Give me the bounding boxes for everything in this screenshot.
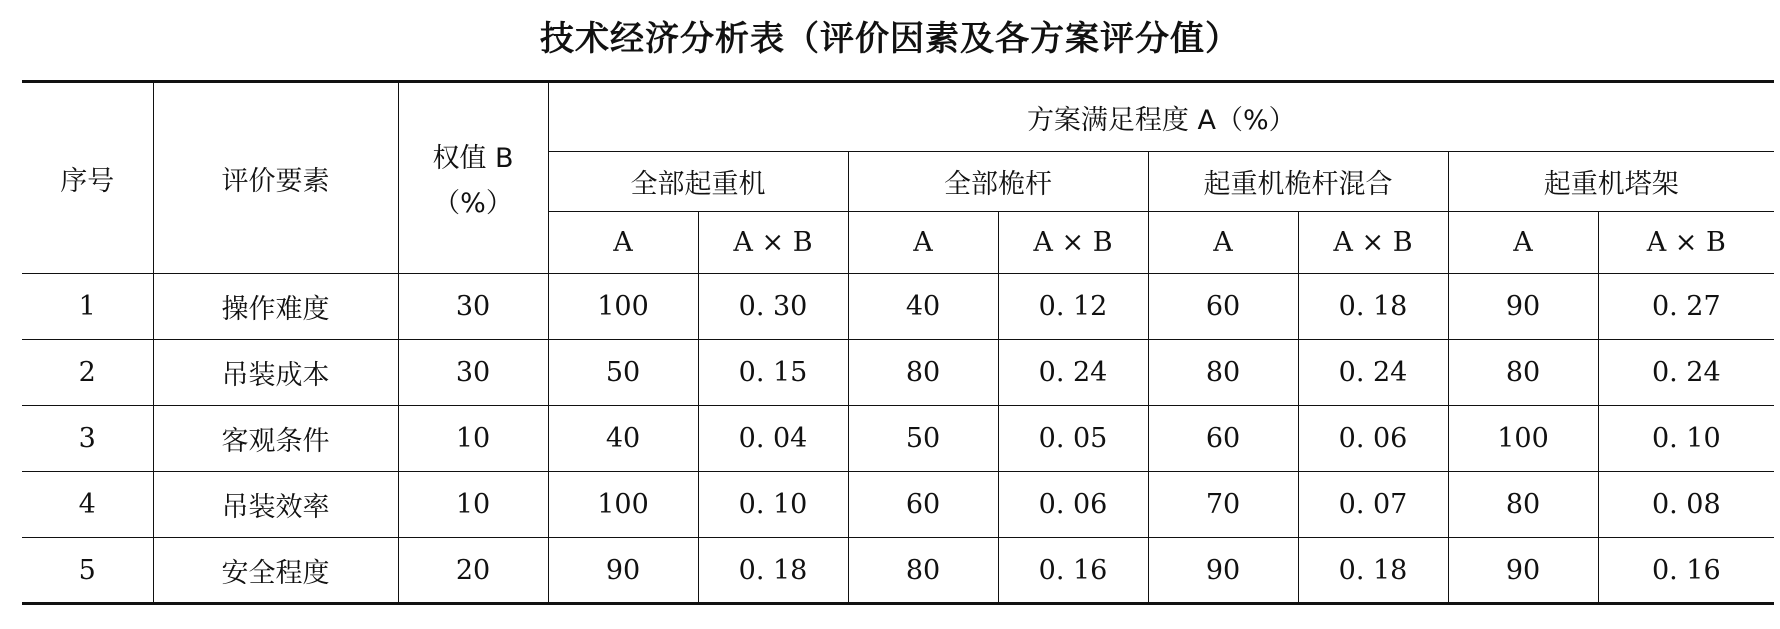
header-index: 序号	[22, 82, 153, 274]
cell-value: 0. 12	[998, 274, 1148, 340]
cell-value: 0. 08	[1598, 472, 1774, 538]
header-sub-axb: A × B	[998, 212, 1148, 274]
cell-value: 0. 27	[1598, 274, 1774, 340]
row-weight: 10	[398, 472, 548, 538]
cell-value: 0. 10	[1598, 406, 1774, 472]
header-scheme-3: 起重机桅杆混合	[1148, 152, 1448, 212]
table-row	[22, 406, 1774, 472]
cell-value: 40	[848, 274, 998, 340]
cell-value: 90	[1448, 274, 1598, 340]
cell-value: 80	[1448, 340, 1598, 406]
cell-value: 50	[848, 406, 998, 472]
table-header	[22, 82, 1774, 274]
cell-value: 0. 05	[998, 406, 1148, 472]
table-row	[22, 472, 1774, 538]
cell-value: 0. 04	[698, 406, 848, 472]
cell-value: 0. 24	[1298, 340, 1448, 406]
cell-value: 0. 30	[698, 274, 848, 340]
row-weight: 10	[398, 406, 548, 472]
header-factor: 评价要素	[153, 82, 398, 274]
cell-value: 0. 18	[1298, 274, 1448, 340]
header-sub-a: A	[1148, 212, 1298, 274]
header-weight-unit: （%）	[433, 188, 513, 219]
cell-value: 50	[548, 340, 698, 406]
row-factor: 客观条件	[153, 406, 398, 472]
analysis-table	[22, 80, 1774, 605]
header-scheme-4: 起重机塔架	[1448, 152, 1774, 212]
header-sub-a: A	[1448, 212, 1598, 274]
row-index: 3	[22, 406, 153, 472]
cell-value: 0. 06	[1298, 406, 1448, 472]
header-scheme-2: 全部桅杆	[848, 152, 1148, 212]
table-row	[22, 340, 1774, 406]
table-title: 技术经济分析表（评价因素及各方案评分值）	[540, 19, 1240, 59]
table-row	[22, 538, 1774, 604]
row-index: 1	[22, 274, 153, 340]
cell-value: 0. 06	[998, 472, 1148, 538]
cell-value: 80	[1448, 472, 1598, 538]
row-factor: 吊装效率	[153, 472, 398, 538]
cell-value: 0. 18	[1298, 538, 1448, 604]
cell-value: 70	[1148, 472, 1298, 538]
header-sub-a: A	[548, 212, 698, 274]
table-body	[22, 274, 1774, 604]
row-factor: 安全程度	[153, 538, 398, 604]
cell-value: 100	[548, 274, 698, 340]
cell-value: 90	[548, 538, 698, 604]
header-sub-a: A	[848, 212, 998, 274]
cell-value: 0. 07	[1298, 472, 1448, 538]
row-factor: 吊装成本	[153, 340, 398, 406]
row-index: 2	[22, 340, 153, 406]
cell-value: 90	[1448, 538, 1598, 604]
cell-value: 0. 16	[1598, 538, 1774, 604]
cell-value: 80	[848, 340, 998, 406]
cell-value: 60	[848, 472, 998, 538]
cell-value: 0. 15	[698, 340, 848, 406]
cell-value: 60	[1148, 274, 1298, 340]
header-sub-axb: A × B	[1298, 212, 1448, 274]
row-weight: 30	[398, 274, 548, 340]
header-scheme-1: 全部起重机	[548, 152, 848, 212]
cell-value: 100	[548, 472, 698, 538]
cell-value: 0. 10	[698, 472, 848, 538]
header-satisfaction: 方案满足程度 A（%）	[548, 82, 1774, 152]
cell-value: 100	[1448, 406, 1598, 472]
cell-value: 0. 24	[1598, 340, 1774, 406]
header-weight	[398, 82, 548, 274]
row-weight: 20	[398, 538, 548, 604]
cell-value: 80	[848, 538, 998, 604]
header-sub-axb: A × B	[1598, 212, 1774, 274]
row-index: 5	[22, 538, 153, 604]
table-row	[22, 274, 1774, 340]
cell-value: 0. 24	[998, 340, 1148, 406]
cell-value: 40	[548, 406, 698, 472]
row-factor: 操作难度	[153, 274, 398, 340]
header-weight-label: 权值 B	[432, 143, 514, 174]
cell-value: 0. 18	[698, 538, 848, 604]
cell-value: 0. 16	[998, 538, 1148, 604]
cell-value: 60	[1148, 406, 1298, 472]
header-sub-axb: A × B	[698, 212, 848, 274]
cell-value: 80	[1148, 340, 1298, 406]
row-index: 4	[22, 472, 153, 538]
cell-value: 90	[1148, 538, 1298, 604]
row-weight: 30	[398, 340, 548, 406]
